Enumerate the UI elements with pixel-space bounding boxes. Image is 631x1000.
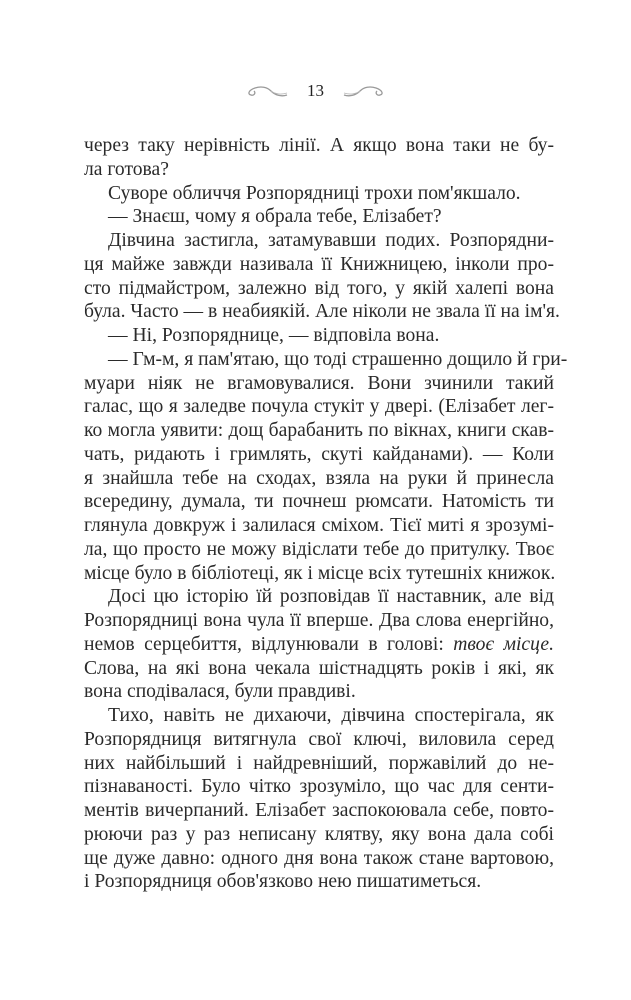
text-line: — Ні, Розпоряднице, — відповіла вона.	[108, 325, 440, 346]
text-line: — Гм-м, я пам'ятаю, що тоді страшенно дощило й гри-	[108, 348, 568, 370]
text-line: ла готова?	[84, 158, 169, 180]
text-line: сто підмайстром, залежно від того, у якій халепі вона	[84, 277, 554, 299]
text-line: ще дуже давно: одного дня вона також стане вартовою,	[84, 847, 554, 869]
text-line: чать, ридають і гримлять, скуті кайданами). — Коли	[84, 443, 554, 465]
page-number: 13	[307, 81, 324, 100]
text-line: муари ніяк не вгамовувалися. Вони зчинили такий	[84, 372, 554, 394]
text-line: немов серцебиття, відлунювали в голові: твоє місце.	[84, 633, 554, 655]
text-line: Тихо, навіть не дихаючи, дівчина спостерігала, як	[108, 705, 554, 726]
flourish-right-icon	[342, 83, 390, 99]
text-line: ця майже завжди називала її Книжницею, інколи про-	[84, 253, 554, 275]
text-line: Розпорядниця витягнула свої ключі, виловила серед	[84, 728, 554, 750]
text-line: Суворе обличчя Розпорядниці трохи пом'якшало.	[108, 182, 521, 204]
text-line: вона сподівалася, були правдиві.	[84, 681, 356, 703]
page-header	[0, 76, 631, 106]
text-line: ко могла уявити: дощ барабанить по вікнах, книги скав-	[84, 420, 554, 441]
text-line: була. Часто — в неабиякій. Але ніколи не звала її на ім'я.	[84, 301, 560, 323]
text-line: них найбільший і найдревніший, поржавілий до не-	[84, 752, 554, 774]
text-line: через таку нерівність лінії. А якщо вона таки не бу-	[84, 135, 554, 156]
text-line: глянула довкруж і залилася сміхом. Тієї миті я зрозумі-	[84, 515, 554, 536]
text-line: місце було в бібліотеці, як і місце всіх тутешніх книжок.	[84, 562, 556, 584]
body-text	[84, 134, 568, 894]
text-line: і Розпорядниця обов'язково нею пишатиметься.	[84, 871, 482, 893]
flourish-left-icon	[241, 83, 289, 99]
text-line: ментів вичерпаний. Елізабет заспокоювала себе, повто-	[84, 800, 554, 821]
text-line: пізнаваності. Було чітко зрозуміло, що час для сенти-	[84, 776, 554, 798]
text-line: Дівчина застигла, затамувавши подих. Розпорядни-	[108, 230, 554, 251]
text-line: ла, що просто не можу відіслати тебе до притулку. Твоє	[84, 538, 554, 560]
text-line: всередину, думала, ти почнеш рюмсати. Натомість ти	[84, 491, 554, 513]
text-line: я знайшла тебе на сходах, взяла на руки й принесла	[84, 467, 554, 489]
text-line: галас, що я заледве почула стукіт у двері. (Елізабет лег-	[84, 396, 554, 418]
emphasis-text: твоє місце.	[453, 633, 554, 655]
text-line: Досі цю історію їй розповідав її наставник, але від	[108, 586, 554, 608]
text-line: рюючи раз у раз неписану клятву, яку вона дала собі	[84, 823, 554, 845]
text-line: Розпорядниці вона чула її вперше. Два слова енергійно,	[84, 610, 554, 631]
text-line: Слова, на які вона чекала шістнадцять років і які, як	[84, 657, 554, 679]
text-line: — Знаєш, чому я обрала тебе, Елізабет?	[108, 206, 442, 228]
